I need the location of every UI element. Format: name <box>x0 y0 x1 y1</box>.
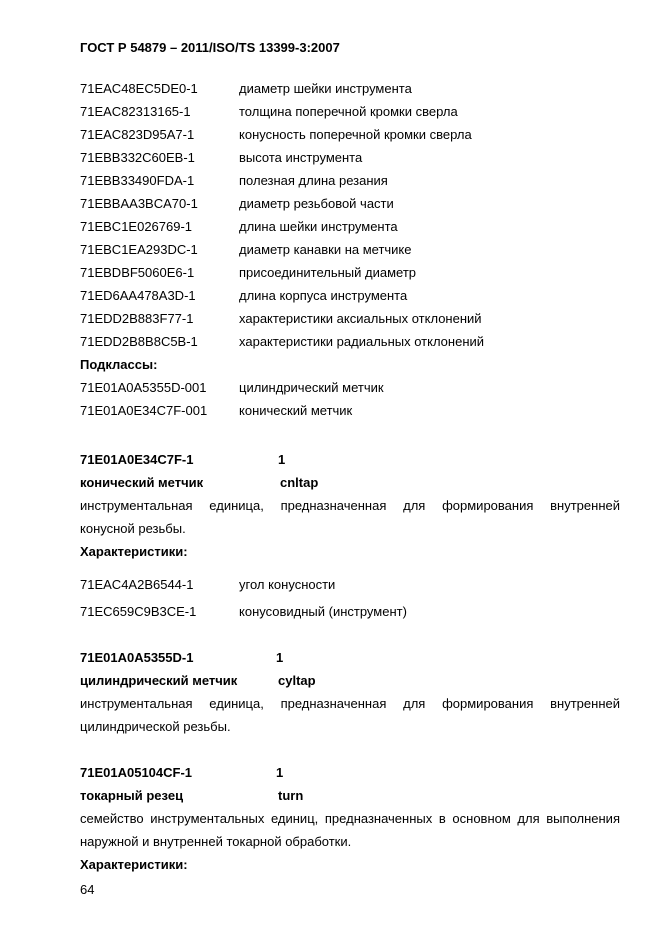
entry-abbreviation: cyltap <box>278 673 316 688</box>
entry-name: токарный резец <box>80 788 184 803</box>
characteristics-label: Характеристики: <box>80 857 188 872</box>
characteristics-label: Характеристики: <box>80 544 188 559</box>
entry-name: конический метчик <box>80 475 204 490</box>
property-code: 71EDD2B8B8C5B-1 <box>80 334 198 349</box>
property-desc: диаметр резьбовой части <box>239 196 394 211</box>
entry-code: 71E01A0E34C7F-1 <box>80 452 194 467</box>
property-code: 71EBB33490FDA-1 <box>80 173 195 188</box>
property-code: 71EDD2B883F77-1 <box>80 311 194 326</box>
property-desc: характеристики аксиальных отклонений <box>239 311 482 326</box>
subclass-desc: цилиндрический метчик <box>239 380 384 395</box>
characteristic-code: 71EC659C9B3CE-1 <box>80 604 197 619</box>
entry-abbreviation: turn <box>278 788 304 803</box>
characteristic-desc: угол конусности <box>239 577 336 592</box>
property-desc: характеристики радиальных отклонений <box>239 334 485 349</box>
page-header: ГОСТ Р 54879 – 2011/ISO/TS 13399-3:2007 <box>80 40 340 55</box>
entry-number: 1 <box>278 452 286 467</box>
property-desc: присоединительный диаметр <box>239 265 416 280</box>
subclass-code: 71E01A0E34C7F-001 <box>80 403 208 418</box>
property-code: 71EAC82313165-1 <box>80 104 191 119</box>
property-desc: толщина поперечной кромки сверла <box>239 104 458 119</box>
property-code: 71EBBAA3BCA70-1 <box>80 196 198 211</box>
entry-code: 71E01A0A5355D-1 <box>80 650 194 665</box>
entry-code: 71E01A05104CF-1 <box>80 765 193 780</box>
property-code: 71EAC48EC5DE0-1 <box>80 81 198 96</box>
property-code: 71EBDBF5060E6-1 <box>80 265 195 280</box>
property-code: 71EBC1EA293DC-1 <box>80 242 198 257</box>
entry-number: 1 <box>276 765 284 780</box>
subclass-code: 71E01A0A5355D-001 <box>80 380 207 395</box>
property-desc: диаметр шейки инструмента <box>239 81 412 96</box>
property-desc: длина шейки инструмента <box>239 219 398 234</box>
property-code: 71EBB332C60EB-1 <box>80 150 195 165</box>
entry-number: 1 <box>276 650 284 665</box>
page-number: 64 <box>80 882 95 897</box>
entry-name: цилиндрический метчик <box>80 673 238 688</box>
subclass-desc: конический метчик <box>239 403 353 418</box>
entry-definition-line: семейство инструментальных единиц, предназначенных в основном для выполнения <box>80 811 620 826</box>
characteristic-desc: конусовидный (инструмент) <box>239 604 407 619</box>
property-desc: высота инструмента <box>239 150 363 165</box>
entry-definition-line: конусной резьбы. <box>80 521 186 536</box>
property-code: 71ED6AA478A3D-1 <box>80 288 196 303</box>
property-code: 71EAC823D95A7-1 <box>80 127 195 142</box>
characteristic-code: 71EAC4A2B6544-1 <box>80 577 194 592</box>
property-desc: длина корпуса инструмента <box>239 288 408 303</box>
subclasses-label: Подклассы: <box>80 357 158 372</box>
entry-definition-line: цилиндрической резьбы. <box>80 719 231 734</box>
entry-definition-line: инструментальная единица, предназначенная для формирования внутренней <box>80 696 620 711</box>
property-desc: конусность поперечной кромки сверла <box>239 127 472 142</box>
entry-abbreviation: cnltap <box>280 475 319 490</box>
property-desc: полезная длина резания <box>239 173 388 188</box>
entry-definition-line: инструментальная единица, предназначенная для формирования внутренней <box>80 498 620 513</box>
entry-definition-line: наружной и внутренней токарной обработки. <box>80 834 352 849</box>
property-code: 71EBC1E026769-1 <box>80 219 193 234</box>
property-desc: диаметр канавки на метчике <box>239 242 412 257</box>
